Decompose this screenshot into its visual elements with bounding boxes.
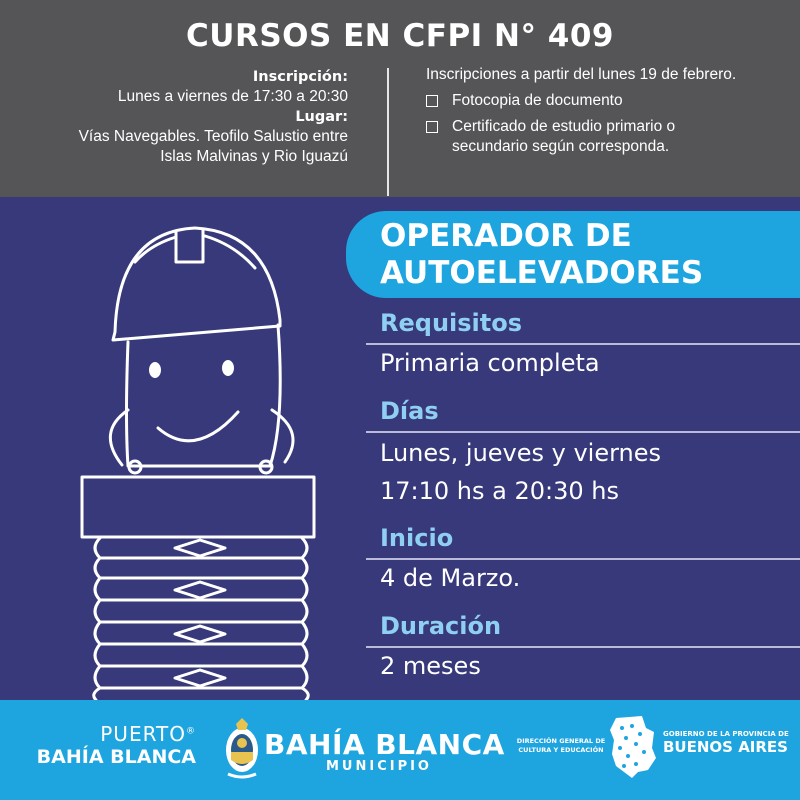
checklist-item — [426, 91, 736, 111]
registered-mark: ® — [186, 726, 196, 737]
checklist-item — [426, 117, 736, 157]
requisitos-value: Primaria completa — [380, 349, 600, 377]
dias-label: Días — [380, 397, 439, 425]
checklist-item-label: Fotocopia de documento — [452, 92, 623, 109]
requisitos-label: Requisitos — [380, 309, 523, 337]
inscripciones-note: Inscripciones a partir del lunes 19 de febrero. — [426, 66, 737, 83]
dgce-line1: DIRECCIÓN GENERAL DE — [516, 737, 606, 745]
buenos-aires-province-map-icon — [608, 714, 658, 780]
page-title: CURSOS EN CFPI N° 409 — [186, 18, 614, 54]
inscripcion-label: Inscripción: — [252, 69, 348, 85]
lugar-label: Lugar: — [295, 109, 348, 125]
gpba-line1: GOBIERNO DE LA PROVINCIA DE — [663, 730, 789, 738]
checklist-item-label: Certificado de estudio primario o — [452, 118, 676, 135]
inicio-label: Inicio — [380, 524, 454, 552]
lugar-line1: Vías Navegables. Teofilo Salustio entre — [78, 128, 348, 145]
dgce-logo — [516, 737, 606, 755]
requirements-info — [426, 65, 736, 157]
gpba-line2: BUENOS AIRES — [663, 738, 788, 756]
course-title — [380, 218, 703, 292]
course-title-line1: OPERADOR DE — [380, 218, 632, 254]
hard-hat-icon — [113, 228, 280, 340]
forklift-worker-illustration — [70, 210, 330, 700]
municipio-title: BAHÍA BLANCA — [264, 728, 505, 761]
checklist-item-label-cont: secundario según corresponda. — [452, 138, 670, 155]
dias-value-hours: 17:10 hs a 20:30 hs — [380, 477, 619, 505]
course-title-line2: AUTOELEVADORES — [380, 255, 704, 291]
bahia-blanca-municipio-logo — [264, 728, 505, 774]
inicio-value: 4 de Marzo. — [380, 564, 521, 592]
character-body-outline — [127, 325, 281, 466]
municipal-coat-of-arms-icon — [222, 716, 262, 780]
header-divider — [387, 68, 389, 196]
header-panel — [0, 0, 800, 197]
dias-value-days: Lunes, jueves y viernes — [380, 439, 662, 467]
lift-platform — [82, 477, 314, 537]
checkbox-icon — [426, 121, 438, 133]
lugar-line2: Islas Malvinas y Rio Iguazú — [160, 148, 348, 165]
puerto-text: PUERTO — [100, 722, 186, 746]
puerto-bahia-blanca-logo — [32, 722, 196, 768]
checkbox-icon — [426, 95, 438, 107]
duracion-value: 2 meses — [380, 652, 481, 680]
dgce-line2: CULTURA Y EDUCACIÓN — [518, 746, 604, 754]
registration-info — [79, 67, 348, 167]
puerto-city-text: BAHÍA BLANCA — [36, 746, 196, 768]
duracion-label: Duración — [380, 612, 502, 640]
smile-icon — [158, 412, 238, 441]
inscripcion-value: Lunes a viernes de 17:30 a 20:30 — [117, 88, 348, 105]
divider — [366, 431, 800, 433]
scissor-lift — [94, 538, 309, 700]
municipio-subtitle: MUNICIPIO — [325, 759, 432, 774]
gobierno-provincia-logo — [663, 730, 789, 756]
